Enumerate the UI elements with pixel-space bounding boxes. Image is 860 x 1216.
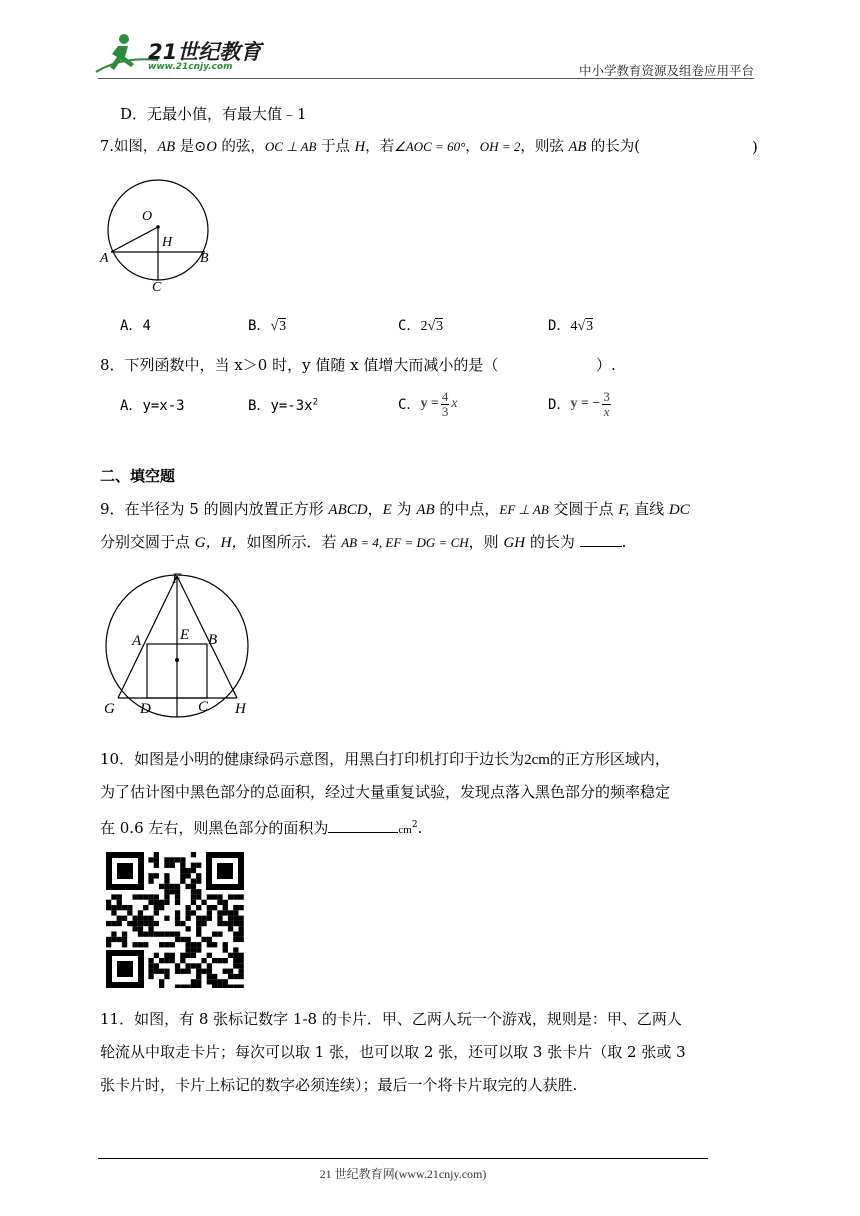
q8-option-a: A．y=x-3 bbox=[120, 398, 185, 414]
question-11-line-2: 轮流从中取走卡片；每次可以取 1 张，也可以取 2 张，还可以取 3 张卡片（取 2 张或 3 bbox=[100, 1043, 686, 1061]
question-10-line-2: 为了估计图中黑色部分的总面积，经过大量重复试验，发现点落入黑色部分的频率稳定 bbox=[100, 783, 671, 801]
health-qr-code-image bbox=[106, 852, 244, 988]
q8-option-c: C． y = $\frac{4}{3}$ x bbox=[398, 388, 458, 419]
header-platform-name: 中小学教育资源及组卷应用平台 bbox=[578, 63, 754, 78]
label-F: F bbox=[172, 571, 182, 587]
question-10-line-3: 在 0.6 左右，则黑色部分的面积为 $cm^2$. bbox=[100, 819, 423, 837]
label-B: B bbox=[208, 632, 218, 648]
q7-option-b: B．√3 bbox=[248, 318, 287, 334]
logo-text: 21世纪教育 bbox=[148, 40, 262, 64]
footer-divider bbox=[98, 1158, 708, 1159]
label-H: H bbox=[235, 701, 246, 717]
logo-url: www.21cnjy.com bbox=[148, 62, 233, 72]
question-7-stem: 7.如图，AB 是⊙O 的弦，OC ⊥ AB 于点 H，若∠AOC = 60°，OH = 2，则弦 AB 的长为( bbox=[100, 139, 640, 155]
q7-close-paren: ) bbox=[752, 138, 758, 156]
q7-option-d: D．4√3 bbox=[548, 318, 594, 334]
label-C: C bbox=[152, 280, 162, 295]
q8-close-paren: ）. bbox=[596, 356, 616, 374]
q6-option-d: D．无最小值，有最大值﹣1 bbox=[120, 105, 307, 123]
q10-answer-blank[interactable] bbox=[328, 832, 398, 833]
question-11-line-1: 11．如图，有 8 张标记数字 1-8 的卡片．甲、乙两人玩一个游戏，规则是：甲、乙两人 bbox=[100, 1010, 682, 1028]
label-A: A bbox=[100, 251, 109, 266]
q7-circle-figure bbox=[96, 170, 226, 295]
question-9-line-1: 9．在半径为 5 的圆内放置正方形 ABCD，E 为 AB 的中点，EF ⊥ AB 交圆于点 F, 直线 DC bbox=[100, 500, 690, 518]
label-G: G bbox=[104, 701, 115, 717]
question-8-stem: 8．下列函数中，当 x＞0 时，y 值随 x 值增大而减小的是（ bbox=[100, 356, 499, 374]
question-9-line-2: 分别交圆于点 G，H，如图所示．若 AB = 4, EF = DG = CH，则 GH 的长为 . bbox=[100, 533, 627, 551]
question-11-line-3: 张卡片时，卡片上标记的数字必须连续）；最后一个将卡片取完的人获胜. bbox=[100, 1076, 578, 1094]
q7-option-c: C．2√3 bbox=[398, 318, 444, 334]
label-H: H bbox=[162, 235, 173, 250]
question-10-line-1: 10．如图是小明的健康绿码示意图，用黑白打印机打印于边长为2cm的正方形区域内， bbox=[100, 750, 670, 768]
q9-answer-blank[interactable] bbox=[580, 546, 622, 547]
footer-text[interactable]: 21 世纪教育网(www.21cnjy.com) bbox=[319, 1167, 487, 1181]
label-B: B bbox=[200, 251, 209, 266]
label-O: O bbox=[142, 209, 153, 224]
q8-option-b: B．$y=-3x^2$ bbox=[248, 397, 319, 414]
q7-option-a: A．4 bbox=[120, 318, 151, 334]
section-title-fill-blank: 二、填空题 bbox=[100, 467, 176, 485]
header-divider bbox=[98, 78, 754, 79]
site-logo[interactable] bbox=[92, 30, 262, 80]
label-A: A bbox=[132, 633, 142, 649]
q9-circle-square-figure bbox=[100, 566, 260, 721]
label-D: D bbox=[140, 701, 151, 717]
q8-option-d: D． y = − $\frac{3}{x}$ bbox=[548, 388, 610, 419]
label-C: C bbox=[198, 699, 209, 715]
label-E: E bbox=[180, 627, 190, 643]
